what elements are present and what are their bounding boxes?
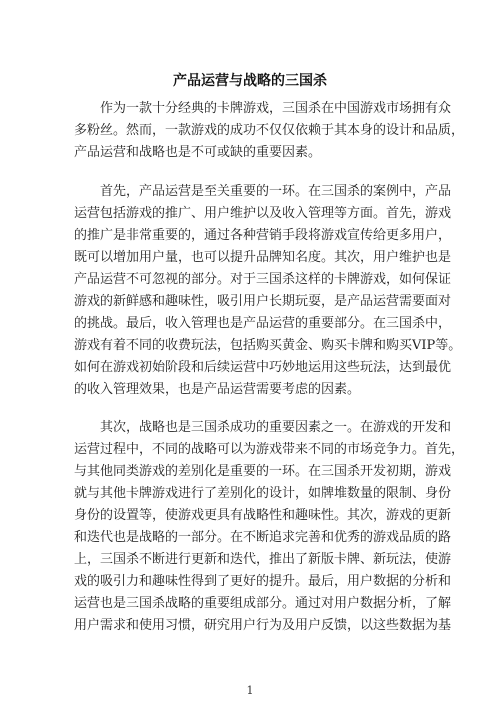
text-line: 的推广是非常重要的，通过各种营销手段将游戏宣传给更多用户，: [74, 228, 452, 243]
text-line: 作为一款十分经典的卡牌游戏，三国杀在中国游戏市场拥有众: [100, 101, 452, 116]
text-line: 用户需求和使用习惯，研究用户行为及用户反馈，以这些数据为基: [74, 618, 452, 633]
text-line: 戏的吸引力和趣味性得到了更好的提升。最后，用户数据的分析和: [74, 574, 452, 589]
page-number: 1: [246, 684, 254, 697]
text-line: 就与其他卡牌游戏进行了差别化的设计，如牌堆数量的限制、身份: [74, 486, 452, 501]
paragraph-2: [74, 181, 462, 401]
text-line: 游戏的新鲜感和趣味性，吸引用户长期玩耍，是产品运营需要面对: [74, 294, 452, 309]
text-line: 既可以增加用户量，也可以提升品牌知名度。其次，用户维护也是: [74, 250, 452, 265]
text-line: 和迭代也是战略的一部分。在不断追求完善和优秀的游戏品质的路: [74, 530, 452, 545]
text-line: 游戏有着不同的收费玩法，包括购买黄金、购买卡牌和购买VIP等。: [74, 338, 462, 353]
text-line: 运营包括游戏的推广、用户维护以及收入管理等方面。首先，游戏: [74, 206, 452, 221]
text-line: 的收入管理效果，也是产品运营需要考虑的因素。: [74, 382, 361, 397]
text-line: 身份的设置等，使游戏更具有战略性和趣味性。其次，游戏的更新: [74, 508, 452, 523]
text-line: 如何在游戏初始阶段和后续运营中巧妙地运用这些玩法，达到最优: [74, 360, 452, 375]
text-line: 的挑战。最后，收入管理也是产品运营的重要部分。在三国杀中，: [74, 316, 452, 331]
text-line: 产品运营不可忽视的部分。对于三国杀这样的卡牌游戏，如何保证: [74, 272, 452, 287]
document-title: 产品运营与战略的三国杀: [173, 73, 327, 89]
text-line: 运营也是三国杀战略的重要组成部分。通过对用户数据分析，了解: [74, 596, 452, 611]
text-line: 运营过程中，不同的战略可以为游戏带来不同的市场竞争力。首先，: [74, 442, 465, 457]
text-line: 与其他同类游戏的差别化是重要的一环。在三国杀开发初期，游戏: [74, 464, 452, 479]
text-line: 多粉丝。然而，一款游戏的成功不仅仅依赖于其本身的设计和品质，: [74, 123, 465, 138]
text-line: 首先，产品运营是至关重要的一环。在三国杀的案例中，产品: [100, 184, 452, 199]
paragraph-3: [74, 417, 465, 637]
text-line: 上，三国杀不断进行更新和迭代，推出了新版卡牌、新玩法，使游: [74, 552, 452, 567]
text-line: 其次，战略也是三国杀成功的重要因素之一。在游戏的开发和: [100, 420, 452, 435]
paragraph-1: [74, 98, 465, 164]
text-line: 产品运营和战略也是不可或缺的重要因素。: [74, 145, 322, 160]
